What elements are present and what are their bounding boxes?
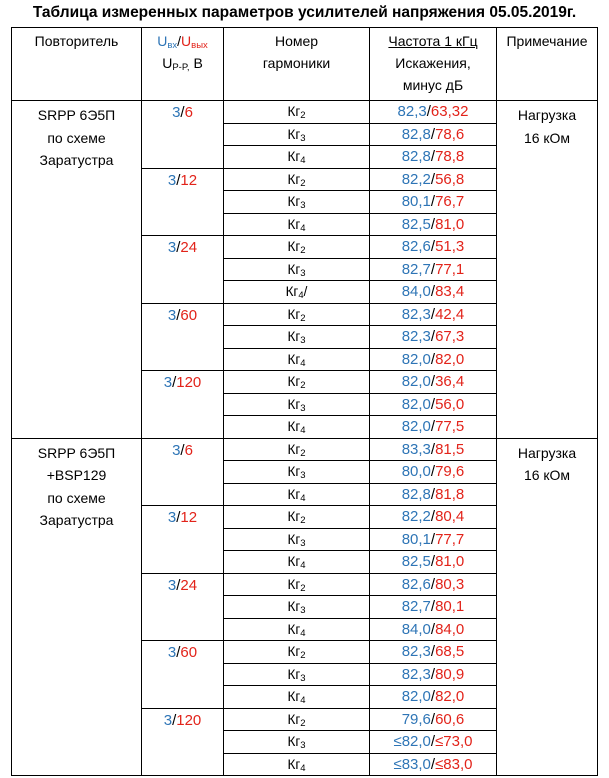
harmonic-number: 3 (300, 605, 306, 617)
distortion-out: 80,9 (435, 665, 465, 683)
harmonic-cell (224, 731, 370, 754)
voltage-cell (142, 573, 224, 641)
harmonic-cell (224, 236, 370, 259)
distortion-in: 84,0 (401, 283, 431, 301)
distortion-out: 78,6 (435, 125, 465, 143)
harmonic-label: Кг (287, 194, 301, 210)
voltage-in: 3 (167, 171, 177, 189)
distortion-out: 56,0 (435, 395, 465, 413)
voltage-out: 60 (180, 644, 198, 661)
voltage-slash: / (180, 441, 185, 459)
harmonic-label: Кг (287, 756, 301, 772)
harmonic-cell (224, 461, 370, 484)
harmonic-number: 4 (300, 762, 306, 774)
table-row (12, 101, 598, 124)
voltage-slash: / (180, 104, 185, 121)
distortion-cell (370, 753, 497, 776)
distortion-slash: / (430, 665, 436, 683)
distortion-slash: / (430, 350, 436, 368)
header-note (497, 28, 598, 101)
distortion-out: 80,3 (435, 575, 465, 593)
distortion-out: 56,8 (435, 170, 465, 188)
harmonic-number: 3 (300, 470, 306, 482)
distortion-in: 79,6 (401, 710, 431, 728)
distortion-cell (370, 551, 497, 574)
distortion-slash: / (430, 170, 436, 188)
header-harmonic (224, 28, 370, 101)
repeater-cell (12, 438, 142, 776)
header-row (12, 28, 598, 101)
distortion-out: ≤73,0 (435, 733, 473, 751)
harmonic-cell (224, 506, 370, 529)
voltage-cell (142, 506, 224, 574)
voltage-in: 3 (167, 239, 177, 256)
distortion-in: 82,3 (401, 643, 431, 661)
distortion-in: ≤82,0 (393, 733, 431, 751)
distortion-slash: / (430, 260, 436, 278)
voltage-out: 6 (184, 104, 193, 121)
repeater-cell (12, 101, 142, 439)
header-harmonic-line2: гармоники (262, 55, 331, 71)
harmonic-cell (224, 686, 370, 709)
harmonic-number: 2 (300, 312, 306, 324)
distortion-out: 77,7 (435, 530, 465, 548)
distortion-slash: / (430, 530, 436, 548)
distortion-cell (370, 573, 497, 596)
distortion-cell (370, 236, 497, 259)
harmonic-label: Кг (287, 351, 301, 367)
distortion-in: 82,8 (401, 485, 431, 503)
distortion-cell (370, 641, 497, 664)
harmonic-cell (224, 281, 370, 304)
voltage-in: 3 (167, 306, 177, 324)
distortion-slash: / (430, 440, 436, 458)
harmonic-label: Кг (287, 374, 301, 390)
header-slash: / (177, 33, 182, 49)
distortion-slash: / (430, 598, 436, 616)
measurements-table (11, 27, 598, 776)
harmonic-label: Кг (287, 126, 301, 142)
distortion-slash: / (430, 733, 436, 751)
harmonic-number: 4 (300, 627, 306, 639)
distortion-slash: / (426, 103, 431, 121)
harmonic-cell (224, 191, 370, 214)
note-line: 16 кОм (523, 129, 571, 146)
harmonic-number: 3 (300, 672, 306, 684)
voltage-slash: / (172, 711, 177, 729)
distortion-cell (370, 506, 497, 529)
harmonic-cell (224, 213, 370, 236)
distortion-slash: / (430, 508, 436, 526)
voltage-slash: / (176, 239, 181, 256)
distortion-slash: / (430, 418, 436, 436)
distortion-slash: / (430, 373, 436, 391)
distortion-slash: / (430, 215, 436, 233)
harmonic-label: Кг (287, 734, 301, 750)
harmonic-label: Кг (287, 711, 301, 727)
distortion-cell (370, 258, 497, 281)
distortion-in: 82,8 (401, 148, 431, 166)
header-harmonic-line1: Номер (274, 33, 319, 49)
distortion-slash: / (430, 238, 436, 256)
voltage-cell (142, 168, 224, 236)
header-note-label: Примечание (506, 33, 588, 49)
distortion-out: 51,3 (435, 238, 465, 256)
repeater-line: SRPP 6Э5П (37, 444, 116, 461)
distortion-cell (370, 483, 497, 506)
voltage-cell (142, 438, 224, 506)
distortion-out: 83,4 (435, 283, 465, 301)
voltage-out: 12 (180, 171, 198, 189)
harmonic-suffix: / (303, 284, 308, 300)
distortion-cell (370, 101, 497, 124)
distortion-in: 80,1 (401, 193, 431, 211)
voltage-cell (142, 371, 224, 439)
harmonic-number: 4 (298, 290, 304, 302)
distortion-in: 82,0 (401, 373, 431, 391)
harmonic-cell (224, 753, 370, 776)
distortion-slash: / (430, 395, 436, 413)
harmonic-cell (224, 708, 370, 731)
header-repeater-label: Повторитель (34, 33, 119, 49)
distortion-out: 82,0 (435, 350, 465, 368)
voltage-out: 60 (180, 306, 198, 324)
harmonic-cell (224, 663, 370, 686)
harmonic-number: 4 (300, 560, 306, 572)
voltage-in: 3 (167, 644, 177, 661)
voltage-slash: / (176, 576, 181, 594)
header-u-out: $U_{вых}$ (181, 33, 208, 51)
harmonic-label: Кг (287, 261, 301, 277)
harmonic-cell (224, 573, 370, 596)
harmonic-label: Кг (287, 171, 301, 187)
header-freq-line3: минус дБ (402, 77, 464, 93)
harmonic-number: 4 (300, 695, 306, 707)
distortion-slash: / (430, 283, 436, 301)
distortion-in: 82,6 (401, 575, 431, 593)
header-voltage (142, 28, 224, 101)
harmonic-number: 3 (300, 335, 306, 347)
distortion-cell (370, 326, 497, 349)
harmonic-cell (224, 326, 370, 349)
distortion-cell (370, 146, 497, 169)
distortion-out: 81,8 (435, 485, 465, 503)
harmonic-label: Кг (287, 486, 301, 502)
harmonic-number: 4 (300, 425, 306, 437)
distortion-cell (370, 461, 497, 484)
harmonic-cell (224, 258, 370, 281)
harmonic-cell (224, 303, 370, 326)
harmonic-cell (224, 123, 370, 146)
distortion-in: 83,3 (401, 440, 431, 458)
harmonic-label: Кг (287, 216, 301, 232)
distortion-in: 82,3 (401, 665, 431, 683)
header-u-pp: $U_{P-P,}$ В (162, 55, 203, 73)
distortion-cell (370, 213, 497, 236)
harmonic-number: 2 (300, 380, 306, 392)
distortion-out: 77,1 (435, 260, 465, 278)
harmonic-number: 3 (300, 402, 306, 414)
distortion-in: ≤83,0 (393, 755, 431, 773)
harmonic-number: 3 (300, 200, 306, 212)
voltage-slash: / (176, 171, 181, 189)
harmonic-number: 4 (300, 492, 306, 504)
distortion-in: 82,3 (401, 328, 431, 346)
voltage-out: 12 (180, 509, 198, 526)
harmonic-cell (224, 528, 370, 551)
distortion-out: 81,0 (435, 553, 465, 571)
header-voltage-ratio (142, 30, 223, 52)
distortion-in: 82,5 (401, 553, 431, 571)
distortion-slash: / (430, 688, 436, 706)
note-line: Нагрузка (517, 444, 577, 461)
voltage-slash: / (176, 306, 181, 324)
harmonic-label: Кг (287, 419, 301, 435)
voltage-cell (142, 708, 224, 776)
distortion-cell (370, 528, 497, 551)
distortion-in: 82,0 (401, 418, 431, 436)
distortion-slash: / (430, 553, 436, 571)
distortion-in: 80,1 (401, 530, 431, 548)
harmonic-cell (224, 483, 370, 506)
header-repeater (12, 28, 142, 101)
distortion-slash: / (430, 125, 436, 143)
voltage-in: 3 (172, 104, 181, 121)
distortion-in: 82,0 (401, 395, 431, 413)
distortion-cell (370, 663, 497, 686)
harmonic-number: 2 (300, 110, 306, 122)
harmonic-cell (224, 438, 370, 461)
header-freq-line2: Искажения, (395, 55, 471, 71)
voltage-in: 3 (172, 441, 181, 459)
repeater-line: по схеме (47, 129, 106, 146)
distortion-out: 82,0 (435, 688, 465, 706)
voltage-in: 3 (167, 576, 177, 594)
distortion-out: 77,5 (435, 418, 465, 436)
distortion-out: 80,4 (435, 508, 465, 526)
distortion-in: 80,0 (401, 463, 431, 481)
harmonic-number: 2 (300, 245, 306, 257)
distortion-slash: / (430, 620, 436, 638)
distortion-cell (370, 596, 497, 619)
harmonic-number: 4 (300, 222, 306, 234)
table-body (12, 101, 598, 776)
distortion-in: 82,0 (401, 350, 431, 368)
voltage-cell (142, 101, 224, 169)
distortion-in: 82,3 (397, 103, 427, 121)
distortion-in: 82,7 (401, 598, 431, 616)
distortion-slash: / (430, 328, 436, 346)
harmonic-label: Кг (287, 599, 301, 615)
voltage-in: 3 (167, 509, 177, 526)
distortion-slash: / (430, 710, 436, 728)
distortion-cell (370, 393, 497, 416)
harmonic-label: Кг (287, 621, 301, 637)
note-line: 16 кОм (523, 467, 571, 483)
harmonic-cell (224, 596, 370, 619)
harmonic-label: Кг (287, 576, 301, 592)
harmonic-label: Кг (287, 531, 301, 547)
distortion-cell (370, 438, 497, 461)
voltage-slash: / (176, 509, 181, 526)
harmonic-label: Кг (287, 306, 301, 322)
harmonic-label: Кг (287, 554, 301, 570)
distortion-cell (370, 303, 497, 326)
distortion-in: 82,5 (401, 215, 431, 233)
note-line: Нагрузка (517, 107, 577, 123)
harmonic-label: Кг (287, 464, 301, 480)
voltage-out: 120 (176, 374, 202, 391)
voltage-in: 3 (163, 374, 173, 391)
harmonic-number: 2 (300, 717, 306, 729)
voltage-slash: / (172, 374, 177, 391)
distortion-cell (370, 281, 497, 304)
harmonic-label: Кг (287, 666, 301, 682)
distortion-out: 80,1 (435, 598, 465, 616)
header-freq-line1: Частота 1 кГц (388, 33, 478, 49)
distortion-out: 60,6 (435, 710, 465, 728)
harmonic-cell (224, 641, 370, 664)
distortion-cell (370, 686, 497, 709)
harmonic-number: 3 (300, 267, 306, 279)
voltage-out: 6 (184, 441, 193, 459)
harmonic-label: Кг (287, 329, 301, 345)
voltage-cell (142, 641, 224, 709)
voltage-out: 120 (176, 711, 202, 729)
harmonic-label: Кг (285, 284, 299, 300)
distortion-cell (370, 168, 497, 191)
repeater-line: +BSP129 (46, 467, 107, 483)
distortion-slash: / (430, 575, 436, 593)
distortion-cell (370, 371, 497, 394)
distortion-out: 36,4 (435, 373, 465, 391)
distortion-out: 79,6 (435, 463, 465, 481)
distortion-cell (370, 191, 497, 214)
repeater-line: Заратустра (39, 152, 114, 168)
distortion-cell (370, 416, 497, 439)
harmonic-number: 3 (300, 740, 306, 752)
voltage-slash: / (176, 644, 181, 661)
voltage-out: 24 (180, 576, 198, 594)
note-cell (497, 101, 598, 439)
distortion-in: 82,0 (401, 688, 431, 706)
distortion-in: 82,8 (401, 125, 431, 143)
distortion-cell (370, 708, 497, 731)
harmonic-number: 4 (300, 357, 306, 369)
page-title: Таблица измеренных параметров усилителей напряжения 05.05.2019г. (32, 4, 577, 21)
harmonic-number: 2 (300, 650, 306, 662)
distortion-slash: / (430, 463, 436, 481)
distortion-in: 82,6 (401, 238, 431, 256)
voltage-out: 24 (180, 239, 198, 256)
harmonic-label: Кг (287, 396, 301, 412)
distortion-cell (370, 123, 497, 146)
harmonic-label: Кг (287, 441, 301, 457)
harmonic-label: Кг (287, 689, 301, 705)
repeater-line: SRPP 6Э5П (37, 107, 116, 123)
distortion-slash: / (430, 305, 436, 323)
repeater-line: Заратустра (39, 512, 114, 528)
harmonic-number: 2 (300, 515, 306, 527)
header-u-in: $U_{вх}$ (157, 33, 178, 51)
distortion-in: 82,2 (401, 170, 431, 188)
harmonic-number: 3 (300, 537, 306, 549)
distortion-slash: / (430, 485, 436, 503)
harmonic-number: 4 (300, 155, 306, 167)
distortion-out: 76,7 (435, 193, 465, 211)
harmonic-cell (224, 146, 370, 169)
harmonic-cell (224, 416, 370, 439)
voltage-in: 3 (163, 711, 173, 729)
distortion-in: 82,2 (401, 508, 431, 526)
harmonic-label: Кг (287, 149, 301, 165)
harmonic-cell (224, 551, 370, 574)
distortion-cell (370, 348, 497, 371)
distortion-out: 68,5 (435, 643, 465, 661)
distortion-cell (370, 618, 497, 641)
harmonic-number: 3 (300, 132, 306, 144)
distortion-out: 67,3 (435, 328, 465, 346)
distortion-slash: / (430, 148, 436, 166)
distortion-out: 63,32 (430, 103, 469, 121)
harmonic-cell (224, 101, 370, 124)
harmonic-cell (224, 348, 370, 371)
harmonic-label: Кг (287, 509, 301, 525)
harmonic-label: Кг (287, 104, 301, 120)
table-row (12, 438, 598, 461)
harmonic-number: 2 (300, 582, 306, 594)
harmonic-cell (224, 393, 370, 416)
distortion-slash: / (430, 755, 436, 773)
distortion-cell (370, 731, 497, 754)
distortion-out: 78,8 (435, 148, 465, 166)
distortion-out: 42,4 (435, 305, 465, 323)
harmonic-number: 2 (300, 447, 306, 459)
harmonic-number: 2 (300, 177, 306, 189)
harmonic-label: Кг (287, 644, 301, 660)
distortion-slash: / (430, 643, 436, 661)
distortion-in: 82,7 (401, 260, 431, 278)
harmonic-cell (224, 371, 370, 394)
header-frequency (370, 28, 497, 101)
distortion-in: 82,3 (401, 305, 431, 323)
harmonic-cell (224, 168, 370, 191)
repeater-line: по схеме (47, 489, 106, 506)
harmonic-cell (224, 618, 370, 641)
distortion-out: 84,0 (435, 620, 465, 638)
note-cell (497, 438, 598, 776)
harmonic-label: Кг (287, 239, 301, 255)
voltage-cell (142, 236, 224, 304)
voltage-cell (142, 303, 224, 371)
distortion-out: 81,0 (435, 215, 465, 233)
distortion-out: ≤83,0 (435, 755, 473, 773)
distortion-in: 84,0 (401, 620, 431, 638)
distortion-slash: / (430, 193, 436, 211)
distortion-out: 81,5 (435, 440, 465, 458)
